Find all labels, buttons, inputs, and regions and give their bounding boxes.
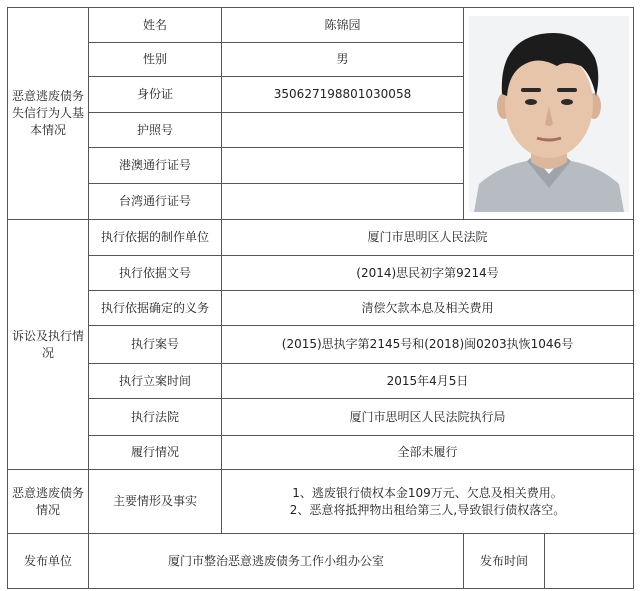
id-card-value: 350627198801030058 [222, 77, 464, 113]
id-card-label: 身份证 [89, 77, 222, 113]
row-main-facts [8, 470, 634, 534]
obligation-value: 清偿欠款本息及相关费用 [222, 291, 634, 326]
dishonest-debtor-table [7, 7, 634, 589]
case-no-label: 执行案号 [89, 326, 222, 364]
row-obligation [8, 291, 634, 326]
main-facts-value [222, 470, 634, 534]
fact-line: 1、逃废银行债权本金109万元、欠息及相关费用。 [292, 485, 563, 500]
publish-time-cell [464, 534, 634, 589]
fact-line: 2、恶意将抵押物出租给第三人,导致银行债权落空。 [289, 502, 566, 517]
litigation-section-label: 诉讼及执行情况 [8, 220, 89, 470]
court-value: 厦门市思明区人民法院执行局 [222, 399, 634, 436]
row-basis-doc-no [8, 256, 634, 291]
name-value: 陈锦园 [222, 8, 464, 43]
taiwan-permit-value [222, 184, 464, 220]
evasion-section-label: 恶意逃废债务情况 [8, 470, 89, 534]
gender-value: 男 [222, 43, 464, 77]
performance-label: 履行情况 [89, 436, 222, 470]
name-label: 姓名 [89, 8, 222, 43]
main-facts-label: 主要情形及事实 [89, 470, 222, 534]
taiwan-permit-label: 台湾通行证号 [89, 184, 222, 220]
publisher-org: 厦门市整治恶意逃废债务工作小组办公室 [89, 534, 464, 589]
performance-value: 全部未履行 [222, 436, 634, 470]
court-label: 执行法院 [89, 399, 222, 436]
filing-date-label: 执行立案时间 [89, 364, 222, 399]
basis-issuer-value: 厦门市思明区人民法院 [222, 220, 634, 256]
row-filing-date [8, 364, 634, 399]
hk-macau-permit-label: 港澳通行证号 [89, 148, 222, 184]
basis-doc-no-label: 执行依据文号 [89, 256, 222, 291]
person-photo [469, 16, 629, 212]
passport-label: 护照号 [89, 113, 222, 148]
row-case-no [8, 326, 634, 364]
publish-time-value [545, 534, 633, 588]
gender-label: 性别 [89, 43, 222, 77]
basic-section-label: 恶意逃废债务失信行为人基本情况 [8, 8, 89, 220]
hk-macau-permit-value [222, 148, 464, 184]
row-performance [8, 436, 634, 470]
basis-issuer-label: 执行依据的制作单位 [89, 220, 222, 256]
row-publisher [8, 534, 634, 589]
row-name [8, 8, 634, 43]
publish-time-label: 发布时间 [464, 534, 545, 588]
row-court [8, 399, 634, 436]
case-no-value: (2015)思执字第2145号和(2018)闽0203执恢1046号 [222, 326, 634, 364]
obligation-label: 执行依据确定的义务 [89, 291, 222, 326]
photo-cell [464, 8, 634, 220]
row-basis-issuer [8, 220, 634, 256]
publish-section-label: 发布单位 [8, 534, 89, 589]
passport-value [222, 113, 464, 148]
filing-date-value: 2015年4月5日 [222, 364, 634, 399]
basis-doc-no-value: (2014)思民初字第9214号 [222, 256, 634, 291]
